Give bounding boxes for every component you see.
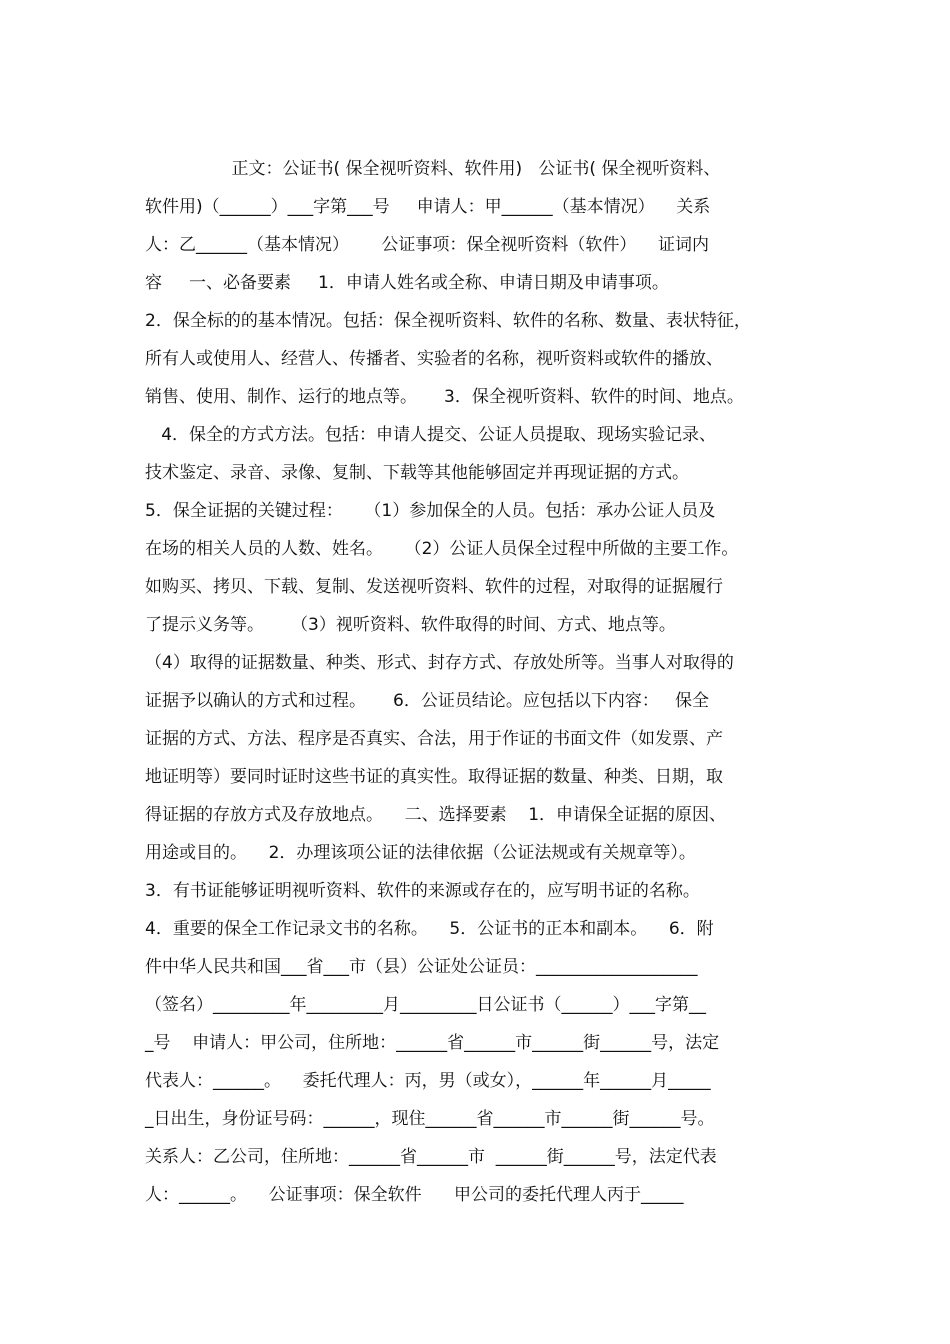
text-line: 3．有书证能够证明视听资料、软件的来源或存在的，应写明书证的名称。	[145, 881, 700, 901]
text-line: 人：______。 公证事项：保全软件 甲公司的委托代理人丙于_____	[145, 1185, 684, 1205]
text-line: 证据予以确认的方式和过程。 6．公证员结论。应包括以下内容： 保全	[145, 691, 710, 711]
text-line: 得证据的存放方式及存放地点。 二、选择要素 1．申请保全证据的原因、	[145, 805, 727, 825]
text-line: 销售、使用、制作、运行的地点等。 3．保全视听资料、软件的时间、地点。	[145, 387, 744, 407]
text-line: 所有人或使用人、经营人、传播者、实验者的名称，视听资料或软件的播放、	[145, 349, 723, 369]
text-line: 用途或目的。 2．办理该项公证的法律依据（公证法规或有关规章等）。	[145, 843, 696, 863]
text-line: 关系人：乙公司，住所地：______省______市 ______街______号，法定代表	[145, 1147, 717, 1167]
text-line: _日出生，身份证号码：______，现住______省______市______街______号。	[145, 1109, 715, 1129]
text-line: 软件用)（______）___字第___号 申请人：甲______（基本情况） 关系	[145, 197, 711, 217]
text-line: 正文：公证书( 保全视听资料、软件用) 公证书( 保全视听资料、	[145, 159, 721, 179]
text-line: 4．重要的保全工作记录文书的名称。 5．公证书的正本和副本。 6．附	[145, 919, 714, 939]
text-line: （4）取得的证据数量、种类、形式、封存方式、存放处所等。当事人对取得的	[145, 653, 734, 673]
text-line: 技术鉴定、录音、录像、复制、下载等其他能够固定并再现证据的方式。	[145, 463, 689, 483]
text-line: （签名）_________年_________月_________日公证书（______）___字第__	[145, 995, 706, 1015]
text-line: 在场的相关人员的人数、姓名。 （2）公证人员保全过程中所做的主要工作。	[145, 539, 739, 559]
text-line: _号 申请人：甲公司，住所地：______省______市______街______号，法定	[145, 1033, 720, 1053]
text-line: 4．保全的方式方法。包括：申请人提交、公证人员提取、现场实验记录、	[145, 425, 717, 445]
text-line: 容 一、必备要素 1．申请人姓名或全称、申请日期及申请事项。	[145, 273, 669, 293]
text-line: 了提示义务等。 （3）视听资料、软件取得的时间、方式、地点等。	[145, 615, 676, 635]
text-line: 代表人：______。 委托代理人：丙，男（或女），______年______月_____	[145, 1071, 711, 1091]
text-line: 2．保全标的的基本情况。包括：保全视听资料、软件的名称、数量、表状特征，	[145, 311, 751, 331]
text-line: 人：乙______（基本情况） 公证事项：保全视听资料（软件） 证词内	[145, 235, 710, 255]
text-line: 件中华人民共和国___省___市（县）公证处公证员：___________________	[145, 957, 698, 977]
text-line: 地证明等）要同时证时这些书证的真实性。取得证据的数量、种类、日期，取	[145, 767, 723, 787]
text-line: 证据的方式、方法、程序是否真实、合法，用于作证的书面文件（如发票、产	[145, 729, 723, 749]
document-body	[145, 150, 825, 1214]
text-line: 如购买、拷贝、下载、复制、发送视听资料、软件的过程，对取得的证据履行	[145, 577, 723, 597]
text-line: 5．保全证据的关键过程： （1）参加保全的人员。包括：承办公证人员及	[145, 501, 716, 521]
